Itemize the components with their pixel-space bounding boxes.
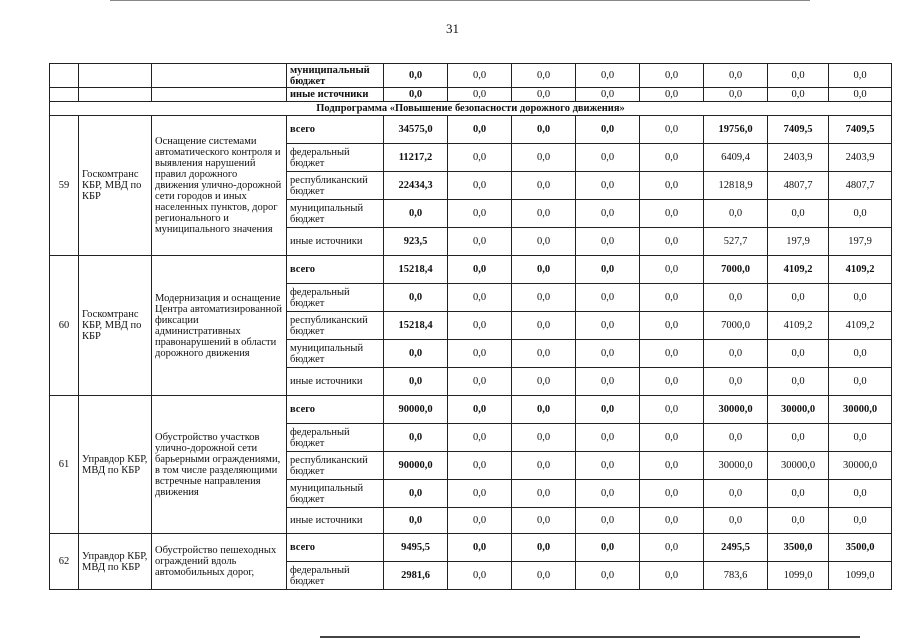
value-cell: 0,0 — [640, 562, 704, 590]
value-cell: 197,9 — [768, 228, 829, 256]
funding-source: всего — [287, 396, 384, 424]
value-cell: 0,0 — [448, 452, 512, 480]
value-cell: 30000,0 — [829, 452, 892, 480]
value-cell: 0,0 — [576, 534, 640, 562]
value-cell: 0,0 — [829, 480, 892, 508]
value-cell: 0,0 — [704, 88, 768, 102]
budget-table — [49, 63, 892, 590]
funding-source: республиканский бюджет — [287, 452, 384, 480]
value-cell: 0,0 — [448, 368, 512, 396]
value-cell: 4807,7 — [768, 172, 829, 200]
funding-source: всего — [287, 116, 384, 144]
value-cell: 0,0 — [512, 88, 576, 102]
value-cell: 0,0 — [640, 396, 704, 424]
funding-source: федеральный бюджет — [287, 284, 384, 312]
table-row — [50, 116, 892, 144]
value-cell: 0,0 — [576, 284, 640, 312]
value-cell: 0,0 — [448, 172, 512, 200]
value-cell: 0,0 — [448, 396, 512, 424]
project-description: Обустройство пешеходных ограждений вдоль автомобильных дорог, — [152, 534, 287, 590]
value-cell: 4109,2 — [829, 312, 892, 340]
value-cell: 0,0 — [704, 508, 768, 534]
value-cell: 0,0 — [512, 256, 576, 284]
value-cell: 0,0 — [768, 480, 829, 508]
value-cell: 0,0 — [576, 480, 640, 508]
value-cell: 0,0 — [512, 200, 576, 228]
value-cell: 0,0 — [448, 340, 512, 368]
value-cell: 2981,6 — [384, 562, 448, 590]
empty-cell — [79, 88, 152, 102]
value-cell: 0,0 — [640, 534, 704, 562]
value-cell: 0,0 — [640, 340, 704, 368]
value-cell: 1099,0 — [768, 562, 829, 590]
value-cell: 0,0 — [448, 256, 512, 284]
project-description: Обустройство участков улично-дорожной сети барьерными ограждениями, в том числе разделяющими встречные направления движения — [152, 396, 287, 534]
value-cell: 0,0 — [576, 116, 640, 144]
value-cell: 0,0 — [829, 284, 892, 312]
value-cell: 0,0 — [448, 562, 512, 590]
value-cell: 0,0 — [829, 64, 892, 88]
value-cell: 0,0 — [576, 312, 640, 340]
value-cell: 0,0 — [512, 424, 576, 452]
value-cell: 0,0 — [512, 228, 576, 256]
responsible-org: Госкомтранс КБР, МВД по КБР — [79, 116, 152, 256]
value-cell: 0,0 — [640, 88, 704, 102]
value-cell: 0,0 — [448, 144, 512, 172]
item-number: 60 — [50, 256, 79, 396]
value-cell: 0,0 — [448, 284, 512, 312]
empty-cell — [79, 64, 152, 88]
value-cell: 0,0 — [704, 340, 768, 368]
value-cell: 0,0 — [768, 340, 829, 368]
subprogram-title: Подпрограмма «Повышение безопасности дорожного движения» — [50, 102, 892, 116]
value-cell: 0,0 — [384, 88, 448, 102]
value-cell: 0,0 — [576, 144, 640, 172]
empty-cell — [50, 64, 79, 88]
funding-source: республиканский бюджет — [287, 312, 384, 340]
value-cell: 7409,5 — [768, 116, 829, 144]
value-cell: 0,0 — [512, 480, 576, 508]
value-cell: 0,0 — [704, 424, 768, 452]
funding-source: федеральный бюджет — [287, 424, 384, 452]
value-cell: 34575,0 — [384, 116, 448, 144]
value-cell: 0,0 — [704, 284, 768, 312]
value-cell: 90000,0 — [384, 396, 448, 424]
value-cell: 0,0 — [448, 200, 512, 228]
value-cell: 527,7 — [704, 228, 768, 256]
value-cell: 7409,5 — [829, 116, 892, 144]
value-cell: 0,0 — [640, 424, 704, 452]
value-cell: 1099,0 — [829, 562, 892, 590]
value-cell: 0,0 — [384, 508, 448, 534]
value-cell: 0,0 — [448, 116, 512, 144]
value-cell: 7000,0 — [704, 256, 768, 284]
value-cell: 0,0 — [512, 368, 576, 396]
item-number: 59 — [50, 116, 79, 256]
table-row — [50, 64, 892, 88]
responsible-org: Госкомтранс КБР, МВД по КБР — [79, 256, 152, 396]
value-cell: 0,0 — [768, 284, 829, 312]
value-cell: 0,0 — [640, 508, 704, 534]
value-cell: 0,0 — [512, 562, 576, 590]
value-cell: 4109,2 — [768, 312, 829, 340]
table-row — [50, 88, 892, 102]
value-cell: 7000,0 — [704, 312, 768, 340]
value-cell: 0,0 — [448, 424, 512, 452]
value-cell: 197,9 — [829, 228, 892, 256]
value-cell: 30000,0 — [704, 396, 768, 424]
page-number: 31 — [446, 21, 459, 36]
value-cell: 0,0 — [448, 312, 512, 340]
funding-source: муниципальный бюджет — [287, 340, 384, 368]
value-cell: 0,0 — [448, 88, 512, 102]
value-cell: 0,0 — [640, 200, 704, 228]
empty-cell — [50, 88, 79, 102]
value-cell: 0,0 — [640, 480, 704, 508]
value-cell: 0,0 — [829, 424, 892, 452]
value-cell: 0,0 — [640, 312, 704, 340]
value-cell: 9495,5 — [384, 534, 448, 562]
value-cell: 22434,3 — [384, 172, 448, 200]
value-cell: 2403,9 — [768, 144, 829, 172]
value-cell: 0,0 — [384, 284, 448, 312]
value-cell: 0,0 — [576, 200, 640, 228]
funding-source: федеральный бюджет — [287, 144, 384, 172]
value-cell: 0,0 — [512, 64, 576, 88]
value-cell: 923,5 — [384, 228, 448, 256]
value-cell: 0,0 — [448, 480, 512, 508]
value-cell: 0,0 — [576, 562, 640, 590]
item-number: 61 — [50, 396, 79, 534]
value-cell: 0,0 — [384, 340, 448, 368]
value-cell: 0,0 — [640, 116, 704, 144]
value-cell: 30000,0 — [768, 396, 829, 424]
funding-source: иные источники — [287, 368, 384, 396]
table-row — [50, 396, 892, 424]
value-cell: 0,0 — [448, 64, 512, 88]
value-cell: 0,0 — [640, 228, 704, 256]
value-cell: 11217,2 — [384, 144, 448, 172]
value-cell: 2495,5 — [704, 534, 768, 562]
empty-cell — [152, 64, 287, 88]
value-cell: 0,0 — [829, 508, 892, 534]
value-cell: 0,0 — [512, 172, 576, 200]
responsible-org: Управдор КБР, МВД по КБР — [79, 396, 152, 534]
funding-source: федеральный бюджет — [287, 562, 384, 590]
value-cell: 0,0 — [768, 88, 829, 102]
value-cell: 3500,0 — [829, 534, 892, 562]
value-cell: 6409,4 — [704, 144, 768, 172]
funding-source: иные источники — [287, 88, 384, 102]
value-cell: 0,0 — [829, 340, 892, 368]
value-cell: 0,0 — [829, 368, 892, 396]
value-cell: 0,0 — [576, 88, 640, 102]
funding-source: иные источники — [287, 228, 384, 256]
value-cell: 0,0 — [768, 64, 829, 88]
value-cell: 0,0 — [576, 452, 640, 480]
value-cell: 0,0 — [384, 200, 448, 228]
value-cell: 0,0 — [512, 312, 576, 340]
value-cell: 2403,9 — [829, 144, 892, 172]
value-cell: 0,0 — [640, 452, 704, 480]
value-cell: 0,0 — [704, 480, 768, 508]
responsible-org: Управдор КБР, МВД по КБР — [79, 534, 152, 590]
value-cell: 0,0 — [829, 88, 892, 102]
value-cell: 0,0 — [512, 452, 576, 480]
project-description: Оснащение системами автоматического контроля и выявления нарушений правил дорожного движения улично-дорожной сети городов и иных населенных пунктов, дорог регионального и муниципального значения — [152, 116, 287, 256]
value-cell: 0,0 — [384, 424, 448, 452]
value-cell: 0,0 — [640, 256, 704, 284]
value-cell: 12818,9 — [704, 172, 768, 200]
subprogram-row — [50, 102, 892, 116]
funding-source: всего — [287, 256, 384, 284]
funding-source: муниципальный бюджет — [287, 480, 384, 508]
project-description: Модернизация и оснащение Центра автоматизированной фиксации административных правонарушений в области дорожного движения — [152, 256, 287, 396]
value-cell: 0,0 — [384, 368, 448, 396]
value-cell: 0,0 — [640, 172, 704, 200]
value-cell: 0,0 — [576, 256, 640, 284]
value-cell: 0,0 — [384, 64, 448, 88]
value-cell: 4109,2 — [768, 256, 829, 284]
value-cell: 0,0 — [640, 284, 704, 312]
value-cell: 0,0 — [829, 200, 892, 228]
value-cell: 0,0 — [640, 368, 704, 396]
value-cell: 4109,2 — [829, 256, 892, 284]
value-cell: 0,0 — [512, 284, 576, 312]
value-cell: 30000,0 — [704, 452, 768, 480]
empty-cell — [152, 88, 287, 102]
value-cell: 0,0 — [448, 534, 512, 562]
value-cell: 15218,4 — [384, 256, 448, 284]
value-cell: 0,0 — [640, 144, 704, 172]
table-row — [50, 256, 892, 284]
value-cell: 90000,0 — [384, 452, 448, 480]
value-cell: 0,0 — [704, 368, 768, 396]
value-cell: 0,0 — [576, 508, 640, 534]
value-cell: 30000,0 — [829, 396, 892, 424]
value-cell: 0,0 — [768, 508, 829, 534]
value-cell: 0,0 — [512, 534, 576, 562]
value-cell: 0,0 — [576, 228, 640, 256]
value-cell: 0,0 — [704, 64, 768, 88]
value-cell: 0,0 — [640, 64, 704, 88]
value-cell: 0,0 — [384, 480, 448, 508]
bottom-rule — [320, 636, 860, 639]
item-number: 62 — [50, 534, 79, 590]
value-cell: 3500,0 — [768, 534, 829, 562]
funding-source: республиканский бюджет — [287, 172, 384, 200]
top-rule — [110, 0, 810, 2]
value-cell: 0,0 — [768, 424, 829, 452]
funding-source: муниципальный бюджет — [287, 200, 384, 228]
value-cell: 0,0 — [512, 396, 576, 424]
value-cell: 0,0 — [576, 396, 640, 424]
funding-source: иные источники — [287, 508, 384, 534]
value-cell: 0,0 — [576, 340, 640, 368]
value-cell: 0,0 — [576, 424, 640, 452]
value-cell: 0,0 — [576, 64, 640, 88]
value-cell: 0,0 — [448, 508, 512, 534]
value-cell: 0,0 — [512, 508, 576, 534]
value-cell: 783,6 — [704, 562, 768, 590]
value-cell: 0,0 — [448, 228, 512, 256]
funding-source: муниципальный бюджет — [287, 64, 384, 88]
value-cell: 0,0 — [768, 368, 829, 396]
table-row — [50, 534, 892, 562]
value-cell: 0,0 — [512, 116, 576, 144]
value-cell: 0,0 — [704, 200, 768, 228]
value-cell: 0,0 — [768, 200, 829, 228]
value-cell: 30000,0 — [768, 452, 829, 480]
value-cell: 4807,7 — [829, 172, 892, 200]
value-cell: 0,0 — [512, 340, 576, 368]
value-cell: 0,0 — [512, 144, 576, 172]
value-cell: 15218,4 — [384, 312, 448, 340]
value-cell: 0,0 — [576, 172, 640, 200]
funding-source: всего — [287, 534, 384, 562]
value-cell: 0,0 — [576, 368, 640, 396]
value-cell: 19756,0 — [704, 116, 768, 144]
